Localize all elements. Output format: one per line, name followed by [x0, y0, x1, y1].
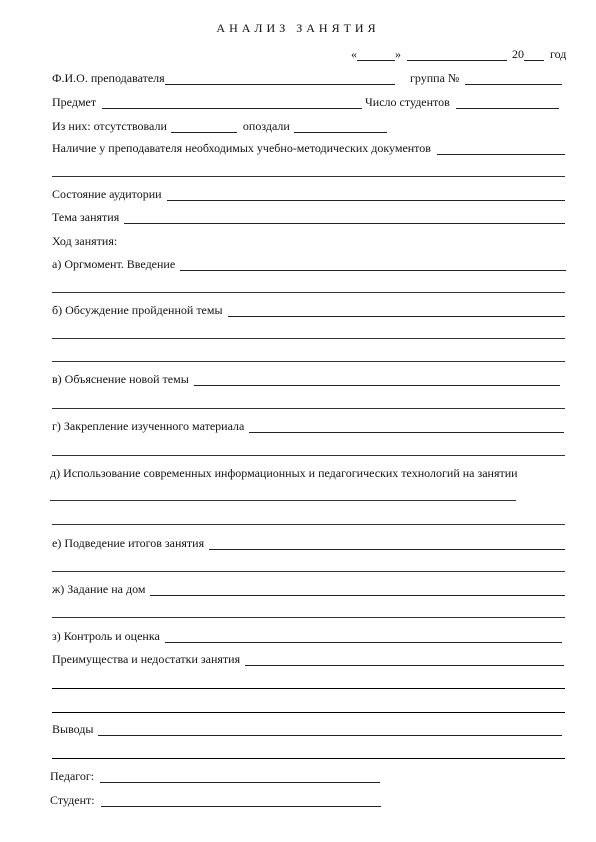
stage-a-label: а) Оргмомент. Введение	[52, 257, 176, 271]
late-label: опоздали	[242, 119, 290, 133]
year-prefix: 20	[512, 47, 524, 61]
stage-d-row	[50, 466, 518, 480]
stage-z-label: з) Контроль и оценка	[52, 629, 160, 643]
stage-e-row	[52, 536, 565, 550]
classroom-field[interactable]	[167, 189, 565, 201]
student-sign-field[interactable]	[101, 795, 381, 807]
students-count-field[interactable]	[456, 97, 559, 109]
stage-g-row	[52, 419, 564, 433]
topic-row	[52, 210, 565, 224]
teacher-name-label: Ф.И.О. преподавателя	[52, 71, 165, 85]
month-field[interactable]	[407, 49, 507, 61]
year-suffix: год	[550, 47, 567, 61]
subject-row	[52, 95, 362, 109]
group-label: группа №	[410, 71, 460, 85]
pros-cons-label: Преимущества и недостатки занятия	[52, 652, 241, 666]
conclusions-label: Выводы	[52, 722, 94, 736]
stage-e-field[interactable]	[209, 538, 565, 550]
stage-a-field[interactable]	[180, 259, 566, 271]
topic-label: Тема занятия	[52, 210, 120, 224]
stage-z-field[interactable]	[165, 631, 562, 643]
stage-zh-field[interactable]	[150, 584, 565, 596]
conclusions-extra-line[interactable]	[52, 758, 565, 759]
stage-d-line-1[interactable]	[50, 500, 516, 501]
stage-zh-label: ж) Задание на дом	[52, 582, 146, 596]
stage-a-row	[52, 257, 566, 271]
progress-row	[52, 234, 117, 248]
stage-g-extra-line[interactable]	[52, 455, 565, 456]
students-count-row	[365, 95, 559, 109]
pros-cons-field[interactable]	[245, 654, 564, 666]
pros-cons-extra-line-1[interactable]	[52, 688, 565, 689]
stage-v-row	[52, 372, 560, 386]
stage-zh-extra-line[interactable]	[52, 617, 565, 618]
stage-d-label: д) Использование современных информационных и педагогических технологий на занятии	[50, 466, 518, 480]
stage-zh-row	[52, 582, 565, 596]
stage-e-label: е) Подведение итогов занятия	[52, 536, 205, 550]
documents-extra-line[interactable]	[52, 176, 565, 177]
late-field[interactable]	[294, 121, 387, 133]
classroom-row	[52, 187, 565, 201]
page-title: АНАЛИЗ ЗАНЯТИЯ	[216, 21, 380, 35]
teacher-name-row	[52, 71, 395, 85]
teacher-sign-row	[50, 769, 380, 783]
stage-b-row	[52, 303, 565, 317]
group-field[interactable]	[465, 73, 562, 85]
stage-g-field[interactable]	[249, 421, 564, 433]
group-row	[410, 71, 562, 85]
pros-cons-extra-line-2[interactable]	[52, 712, 565, 713]
stage-b-extra-line-1[interactable]	[52, 338, 565, 339]
stage-b-extra-line-2[interactable]	[52, 361, 565, 362]
conclusions-row	[52, 722, 562, 736]
teacher-name-field[interactable]	[165, 73, 395, 85]
year-field[interactable]	[524, 49, 544, 61]
absent-field[interactable]	[171, 121, 237, 133]
attendance-row	[52, 119, 387, 133]
documents-field[interactable]	[437, 143, 565, 155]
date-row	[351, 47, 565, 61]
progress-label: Ход занятия:	[52, 234, 118, 248]
date-close-quote: »	[395, 47, 401, 61]
teacher-sign-label: Педагог:	[50, 769, 95, 783]
documents-row	[52, 141, 565, 155]
classroom-label: Состояние аудитории	[52, 187, 162, 201]
day-field[interactable]	[357, 49, 395, 61]
stage-e-extra-line[interactable]	[52, 571, 565, 572]
subject-label: Предмет	[52, 95, 97, 109]
pros-cons-row	[52, 652, 564, 666]
stage-a-extra-line[interactable]	[52, 292, 565, 293]
stage-z-row	[52, 629, 562, 643]
date-open-quote: «	[351, 47, 357, 61]
stage-v-extra-line[interactable]	[52, 408, 565, 409]
stage-v-field[interactable]	[194, 374, 560, 386]
stage-b-label: б) Обсуждение пройденной темы	[52, 303, 223, 317]
stage-b-field[interactable]	[228, 305, 565, 317]
subject-field[interactable]	[102, 97, 362, 109]
student-sign-label: Студент:	[50, 793, 95, 807]
topic-field[interactable]	[124, 212, 565, 224]
students-count-label: Число студентов	[365, 95, 450, 109]
stage-d-line-2[interactable]	[52, 524, 565, 525]
stage-g-label: г) Закрепление изученного материала	[52, 419, 245, 433]
documents-label: Наличие у преподавателя необходимых учебно-методических документов	[52, 141, 431, 155]
student-sign-row	[50, 793, 381, 807]
teacher-sign-field[interactable]	[100, 771, 380, 783]
conclusions-field[interactable]	[98, 724, 562, 736]
absent-label: Из них: отсутствовали	[52, 119, 167, 133]
stage-v-label: в) Объяснение новой темы	[52, 372, 189, 386]
